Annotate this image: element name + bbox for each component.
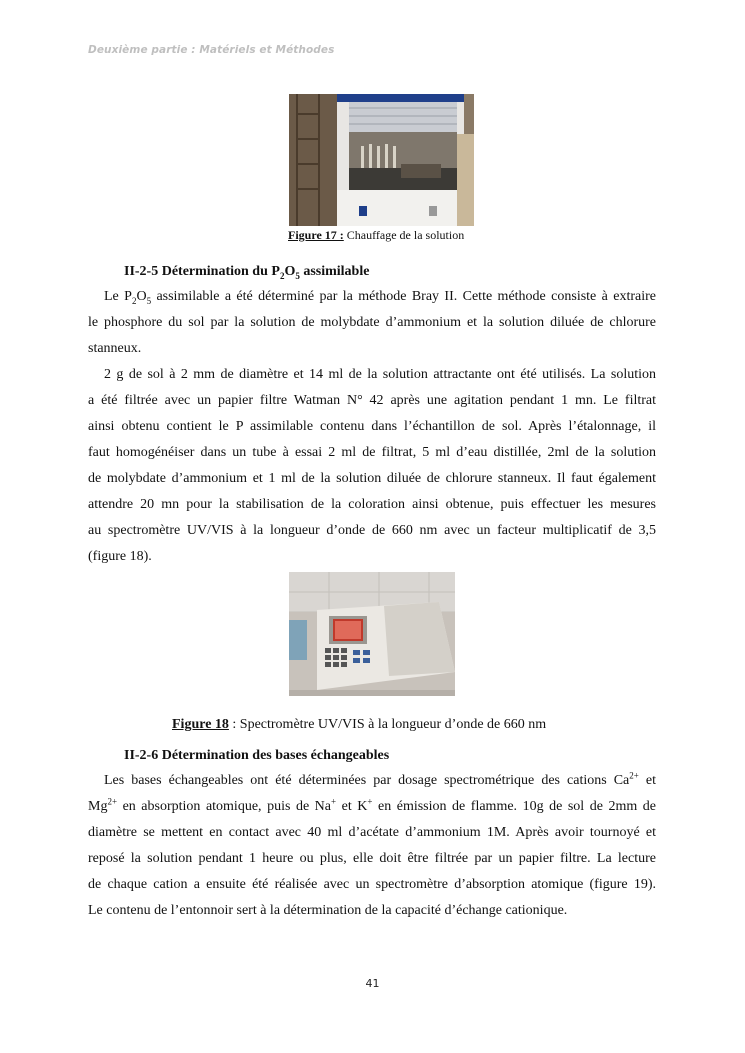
- figure-17-image: [289, 94, 474, 226]
- subscript: 2: [279, 270, 285, 281]
- text-line: (figure 18).: [88, 549, 152, 564]
- text-line: faut homogénéiser dans un tube à essai 2 ml de filtrat, 5 ml d’eau distillée, 2ml de la solution: [88, 445, 656, 460]
- text-span: O: [136, 289, 147, 304]
- text-span: Le P: [104, 289, 132, 304]
- paragraph-p2o5-method: [88, 284, 656, 362]
- text-span: assimilable a été déterminé par la méthode Bray II. Cette méthode consiste à extraire: [151, 289, 656, 304]
- figure-17-caption: [288, 228, 464, 243]
- superscript: +: [331, 796, 337, 807]
- heading-text: II-2-5 Détermination du P: [124, 264, 280, 279]
- text-line: a été filtrée avec un papier filtre Watman N° 42 après une agitation pendant 1 mn. Le filtrat: [88, 393, 656, 408]
- figure-18-text: : Spectromètre UV/VIS à la longueur d’onde de 660 nm: [228, 717, 547, 732]
- figure-17-text: Chauffage de la solution: [343, 228, 465, 242]
- paragraph-bases: [88, 768, 656, 924]
- text-line: [88, 284, 656, 310]
- text-span: Mg: [88, 799, 108, 814]
- text-line: de molybdate d’ammonium et 1 ml de la solution diluée de chlorure stanneux. Il faut également: [88, 471, 656, 486]
- subscript: 5: [146, 295, 152, 306]
- fume-hood-photo: [289, 94, 474, 226]
- text-span: en émission de flamme. 10g de sol de 2mm de: [372, 799, 656, 814]
- heading-text: assimilable: [299, 264, 370, 279]
- heading-text: O: [284, 264, 296, 279]
- paragraph-p2o5-protocol: [88, 362, 656, 570]
- running-header: Deuxième partie : Matériels et Méthodes: [88, 44, 335, 56]
- figure-17-label: Figure 17 :: [288, 228, 344, 242]
- text-line: au spectromètre UV/VIS à la longueur d’onde de 660 nm avec un facteur multiplicatif de 3,5: [88, 523, 656, 538]
- section-heading-bases: II-2-6 Détermination des bases échangeables: [124, 748, 390, 763]
- text-line: de chaque cation a ensuite été réalisée avec un spectromètre d’absorption atomique (figure 19).: [88, 877, 656, 892]
- figure-18-caption: [172, 717, 546, 733]
- text-line: [88, 768, 656, 794]
- text-span: en absorption atomique, puis de Na: [117, 799, 332, 814]
- superscript: 2+: [107, 796, 118, 807]
- section-heading-p2o5: [124, 264, 369, 280]
- page-number: 41: [365, 977, 380, 990]
- text-span: et K: [336, 799, 368, 814]
- subscript: 2: [131, 295, 137, 306]
- text-line: attendre 20 mn pour la stabilisation de la coloration ainsi obtenue, puis effectuer les mesures: [88, 497, 656, 512]
- superscript: 2+: [629, 770, 639, 781]
- text-line: stanneux.: [88, 341, 142, 356]
- text-line: [88, 794, 656, 820]
- text-line: le phosphore du sol par la solution de molybdate d’ammonium et la solution diluée de chlorure: [88, 315, 656, 330]
- figure-18-label: Figure 18: [172, 717, 229, 732]
- text-span: et: [638, 773, 657, 788]
- text-line: Le contenu de l’entonnoir sert à la détermination de la capacité d’échange cationique.: [88, 903, 568, 918]
- text-line: ainsi obtenu contient le P assimilable contenu dans l’échantillon de sol. Après l’étalonnage, il: [88, 419, 656, 434]
- figure-18-image: [289, 572, 455, 696]
- text-line: diamètre se mettent en contact avec 40 ml d’acétate d’ammonium 1M. Après avoir tournoyé et: [88, 825, 656, 840]
- text-span: Les bases échangeables ont été déterminées par dosage spectrométrique des cations Ca: [104, 773, 630, 788]
- text-line: 2 g de sol à 2 mm de diamètre et 14 ml de la solution attractante ont été utilisés. La solution: [104, 367, 656, 382]
- text-line: reposé la solution pendant 1 heure ou plus, elle doit être filtrée par un papier filtre. La lecture: [88, 851, 656, 866]
- subscript: 5: [295, 270, 300, 281]
- superscript: +: [367, 796, 373, 807]
- spectrometer-photo: [289, 572, 455, 696]
